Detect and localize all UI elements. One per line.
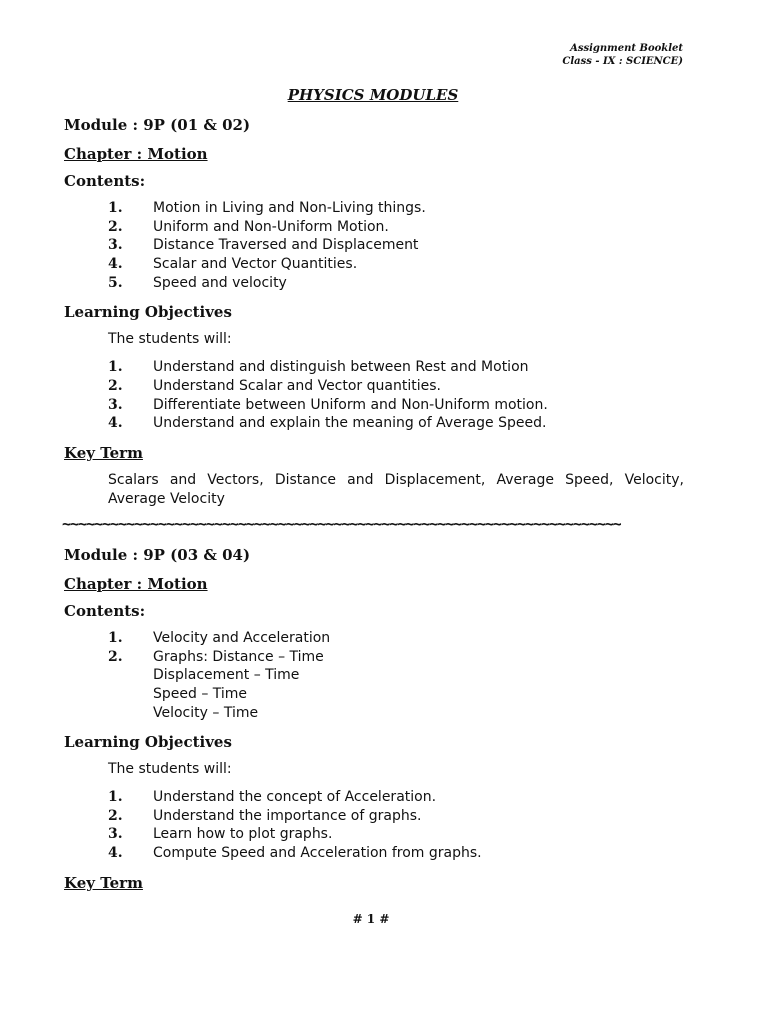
- item-number: 2.: [108, 378, 123, 394]
- item-number: 3.: [108, 237, 123, 253]
- item-text: Understand the concept of Acceleration.: [153, 789, 437, 805]
- page-title: PHYSICS MODULES: [287, 86, 459, 104]
- key-term-label: Key Term: [64, 874, 143, 892]
- item-number: 2.: [108, 219, 123, 235]
- list-item: [108, 686, 688, 705]
- item-text: Displacement – Time: [153, 667, 300, 683]
- list-item: [108, 705, 688, 724]
- item-text: Speed and velocity: [153, 275, 287, 291]
- header-line-1: Assignment Booklet: [570, 43, 683, 54]
- item-number: 1.: [108, 789, 123, 805]
- item-number: 4.: [108, 415, 123, 431]
- list-item: [108, 630, 688, 649]
- list-item: [108, 256, 688, 275]
- contents-label: Contents:: [64, 172, 146, 190]
- list-item: [108, 219, 688, 238]
- list-item: [108, 808, 688, 827]
- item-number: 4.: [108, 256, 123, 272]
- item-number: 1.: [108, 359, 123, 375]
- item-text: Velocity – Time: [153, 705, 259, 721]
- contents-label: Contents:: [64, 602, 146, 620]
- key-term-text: Scalars and Vectors, Distance and Displacement, Average Speed, Velocity, Average Velocity: [108, 472, 684, 507]
- page-number: # 1 #: [352, 912, 390, 926]
- chapter-heading: Chapter : Motion: [64, 145, 208, 163]
- item-text: Understand and explain the meaning of Average Speed.: [153, 415, 547, 431]
- list-item: [108, 826, 688, 845]
- list-item: [108, 359, 688, 378]
- item-number: 5.: [108, 275, 123, 291]
- item-text: Motion in Living and Non-Living things.: [153, 200, 426, 216]
- item-text: Scalar and Vector Quantities.: [153, 256, 358, 272]
- list-item: [108, 845, 688, 864]
- item-text: Uniform and Non-Uniform Motion.: [153, 219, 389, 235]
- list-item: [108, 397, 688, 416]
- list-item: [108, 237, 688, 256]
- module-heading: Module : 9P (01 & 02): [64, 116, 251, 134]
- item-text: Distance Traversed and Displacement: [153, 237, 419, 253]
- item-text: Differentiate between Uniform and Non-Uniform motion.: [153, 397, 548, 413]
- key-term-label: Key Term: [64, 444, 143, 462]
- objectives-intro: The students will:: [108, 331, 232, 347]
- list-item: [108, 789, 688, 808]
- item-text: Graphs: Distance – Time: [153, 649, 324, 665]
- list-item: [108, 667, 688, 686]
- list-item: [108, 378, 688, 397]
- item-number: 1.: [108, 200, 123, 216]
- item-number: 4.: [108, 845, 123, 861]
- booklet-header: [562, 42, 683, 68]
- item-number: 1.: [108, 630, 123, 646]
- item-text: Compute Speed and Acceleration from graphs.: [153, 845, 482, 861]
- item-text: Understand the importance of graphs.: [153, 808, 422, 824]
- item-text: Learn how to plot graphs.: [153, 826, 333, 842]
- list-item: [108, 200, 688, 219]
- item-text: Velocity and Acceleration: [153, 630, 331, 646]
- item-text: Understand and distinguish between Rest and Motion: [153, 359, 529, 375]
- objectives-intro: The students will:: [108, 761, 232, 777]
- list-item: [108, 275, 688, 294]
- item-number: 3.: [108, 397, 123, 413]
- module-heading: Module : 9P (03 & 04): [64, 546, 251, 564]
- list-item: [108, 415, 688, 434]
- learning-objectives-label: Learning Objectives: [64, 303, 232, 321]
- section-separator: ~~~~~~~~~~~~~~~~~~~~~~~~~~~~~~~~~~~~~~~~~~~~~~~~~~~~~~~~~~~~~~~~~~~~~~: [62, 515, 621, 533]
- item-text: Understand Scalar and Vector quantities.: [153, 378, 441, 394]
- learning-objectives-label: Learning Objectives: [64, 733, 232, 751]
- item-text: Speed – Time: [153, 686, 248, 702]
- item-number: 2.: [108, 808, 123, 824]
- item-number: 2.: [108, 649, 123, 665]
- chapter-heading: Chapter : Motion: [64, 575, 208, 593]
- list-item: [108, 649, 688, 668]
- header-line-2: Class - IX : SCIENCE): [562, 56, 683, 67]
- item-number: 3.: [108, 826, 123, 842]
